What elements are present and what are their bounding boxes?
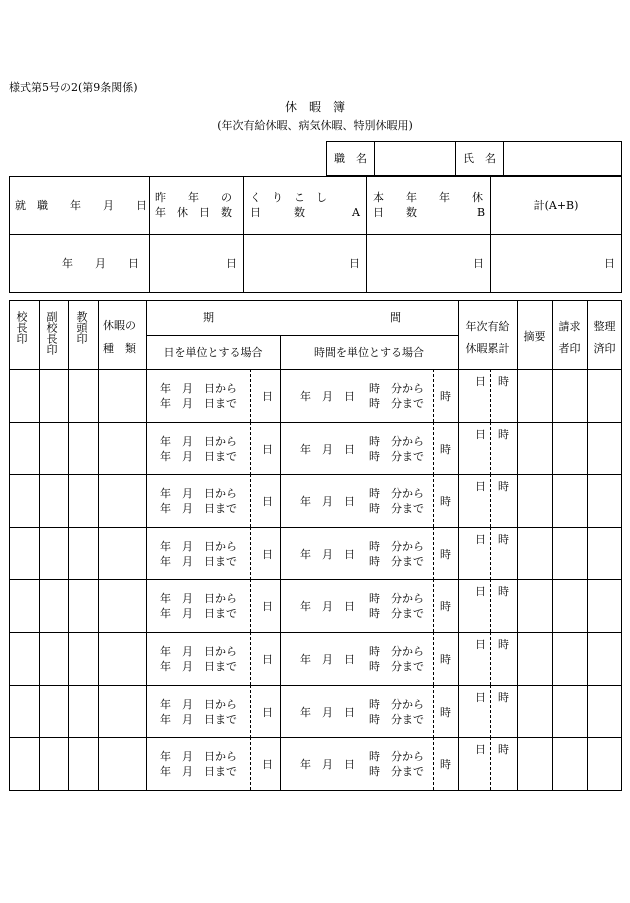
cumulative-day-unit[interactable]: 日 [475,585,486,598]
day-from-date[interactable]: 年 月 日から [160,592,237,605]
period-header-right: 間 [390,311,401,324]
current-year-code: B [477,206,486,219]
hour-from-time[interactable]: 時 分から [369,750,424,763]
hour-to-time[interactable]: 時 分まで [369,555,424,568]
by-hour-header: 時間を単位とする場合 [314,346,424,359]
day-to-date[interactable]: 年 月 日まで [160,450,237,463]
day-to-date[interactable]: 年 月 日まで [160,502,237,515]
carryover-label-2: 日 数 [250,206,305,219]
hour-from-time[interactable]: 時 分から [369,487,424,500]
hour-count-unit[interactable]: 時 [440,758,451,771]
clerk-seal-header-1: 整理 [593,320,616,333]
vice-principal-seal-header: 副校長印 [45,311,58,355]
hour-date[interactable]: 年 月 日 [300,495,355,508]
day-from-date[interactable]: 年 月 日から [160,540,237,553]
cumulative-hour-unit[interactable]: 時 [498,691,509,704]
cumulative-day-unit[interactable]: 日 [475,533,486,546]
day-from-date[interactable]: 年 月 日から [160,382,237,395]
day-to-date[interactable]: 年 月 日まで [160,660,237,673]
hour-to-time[interactable]: 時 分まで [369,397,424,410]
head-teacher-seal-header: 教頭印 [75,311,88,344]
leave-type-header-2: 種 類 [103,342,136,355]
cumulative-hour-unit[interactable]: 時 [498,533,509,546]
carryover-label-1: く り こ し [250,191,327,204]
clerk-seal-header-2: 済印 [593,342,616,355]
cumulative-header-1: 年次有給 [465,320,510,333]
day-to-date[interactable]: 年 月 日まで [160,765,237,778]
hour-from-time[interactable]: 時 分から [369,645,424,658]
cumulative-hour-unit[interactable]: 時 [498,375,509,388]
hour-to-time[interactable]: 時 分まで [369,607,424,620]
current-year-label-2: 日 数 [373,206,417,219]
day-from-date[interactable]: 年 月 日から [160,698,237,711]
requester-seal-header-2: 者印 [558,342,581,355]
hour-date[interactable]: 年 月 日 [300,758,355,771]
cumulative-day-unit[interactable]: 日 [475,691,486,704]
day-to-date[interactable]: 年 月 日まで [160,555,237,568]
carryover-code: A [352,206,360,219]
hour-date[interactable]: 年 月 日 [300,600,355,613]
hour-date[interactable]: 年 月 日 [300,443,355,456]
employment-date-value[interactable]: 年 月 日 [62,257,139,270]
hour-to-time[interactable]: 時 分まで [369,450,424,463]
cumulative-hour-unit[interactable]: 時 [498,638,509,651]
cumulative-hour-unit[interactable]: 時 [498,585,509,598]
hour-date[interactable]: 年 月 日 [300,653,355,666]
day-count-unit[interactable]: 日 [262,600,273,613]
requester-seal-header-1: 請求 [558,320,581,333]
employment-date-label: 就 職 年 月 日 [15,199,147,212]
hour-count-unit[interactable]: 時 [440,600,451,613]
hour-from-time[interactable]: 時 分から [369,435,424,448]
current-year-days-unit[interactable]: 日 [473,257,484,270]
cumulative-header-2: 休暇累計 [465,342,510,355]
summary-header: 摘要 [523,330,546,343]
by-day-header: 日を単位とする場合 [163,346,263,359]
total-label: 計(A+B) [533,199,579,212]
day-to-date[interactable]: 年 月 日まで [160,397,237,410]
cumulative-day-unit[interactable]: 日 [475,743,486,756]
form-title: 休 暇 簿 [284,100,345,114]
hour-count-unit[interactable]: 時 [440,495,451,508]
day-from-date[interactable]: 年 月 日から [160,487,237,500]
hour-to-time[interactable]: 時 分まで [369,713,424,726]
cumulative-day-unit[interactable]: 日 [475,428,486,441]
prev-year-days-unit[interactable]: 日 [226,257,237,270]
hour-from-time[interactable]: 時 分から [369,382,424,395]
cumulative-hour-unit[interactable]: 時 [498,743,509,756]
hour-count-unit[interactable]: 時 [440,653,451,666]
day-count-unit[interactable]: 日 [262,706,273,719]
day-count-unit[interactable]: 日 [262,758,273,771]
hour-from-time[interactable]: 時 分から [369,540,424,553]
hour-to-time[interactable]: 時 分まで [369,502,424,515]
hour-count-unit[interactable]: 時 [440,548,451,561]
day-count-unit[interactable]: 日 [262,495,273,508]
day-to-date[interactable]: 年 月 日まで [160,713,237,726]
day-count-unit[interactable]: 日 [262,390,273,403]
hour-count-unit[interactable]: 時 [440,390,451,403]
principal-seal-header: 校長印 [15,311,28,344]
hour-to-time[interactable]: 時 分まで [369,660,424,673]
day-count-unit[interactable]: 日 [262,653,273,666]
hour-to-time[interactable]: 時 分まで [369,765,424,778]
leave-type-header-1: 休暇の [103,319,136,332]
hour-date[interactable]: 年 月 日 [300,706,355,719]
hour-from-time[interactable]: 時 分から [369,698,424,711]
cumulative-day-unit[interactable]: 日 [475,638,486,651]
name-label: 氏 名 [463,152,496,165]
form-subtitle: (年次有給休暇、病気休暇、特別休暇用) [217,119,413,132]
hour-date[interactable]: 年 月 日 [300,390,355,403]
hour-from-time[interactable]: 時 分から [369,592,424,605]
day-from-date[interactable]: 年 月 日から [160,435,237,448]
cumulative-hour-unit[interactable]: 時 [498,480,509,493]
position-label: 職 名 [334,152,367,165]
day-count-unit[interactable]: 日 [262,443,273,456]
hour-count-unit[interactable]: 時 [440,706,451,719]
form-number: 様式第5号の2(第9条関係) [9,81,138,94]
day-from-date[interactable]: 年 月 日から [160,750,237,763]
total-days-unit[interactable]: 日 [604,257,615,270]
prev-year-label-2: 年 休 日 数 [155,206,232,219]
day-count-unit[interactable]: 日 [262,548,273,561]
cumulative-day-unit[interactable]: 日 [475,375,486,388]
cumulative-day-unit[interactable]: 日 [475,480,486,493]
day-from-date[interactable]: 年 月 日から [160,645,237,658]
hour-date[interactable]: 年 月 日 [300,548,355,561]
hour-count-unit[interactable]: 時 [440,443,451,456]
cumulative-hour-unit[interactable]: 時 [498,428,509,441]
day-to-date[interactable]: 年 月 日まで [160,607,237,620]
prev-year-label-1: 昨 年 の [155,191,232,204]
current-year-label-1: 本 年 年 休 [373,191,483,204]
carryover-days-unit[interactable]: 日 [349,257,360,270]
period-header-left: 期 [203,311,214,324]
